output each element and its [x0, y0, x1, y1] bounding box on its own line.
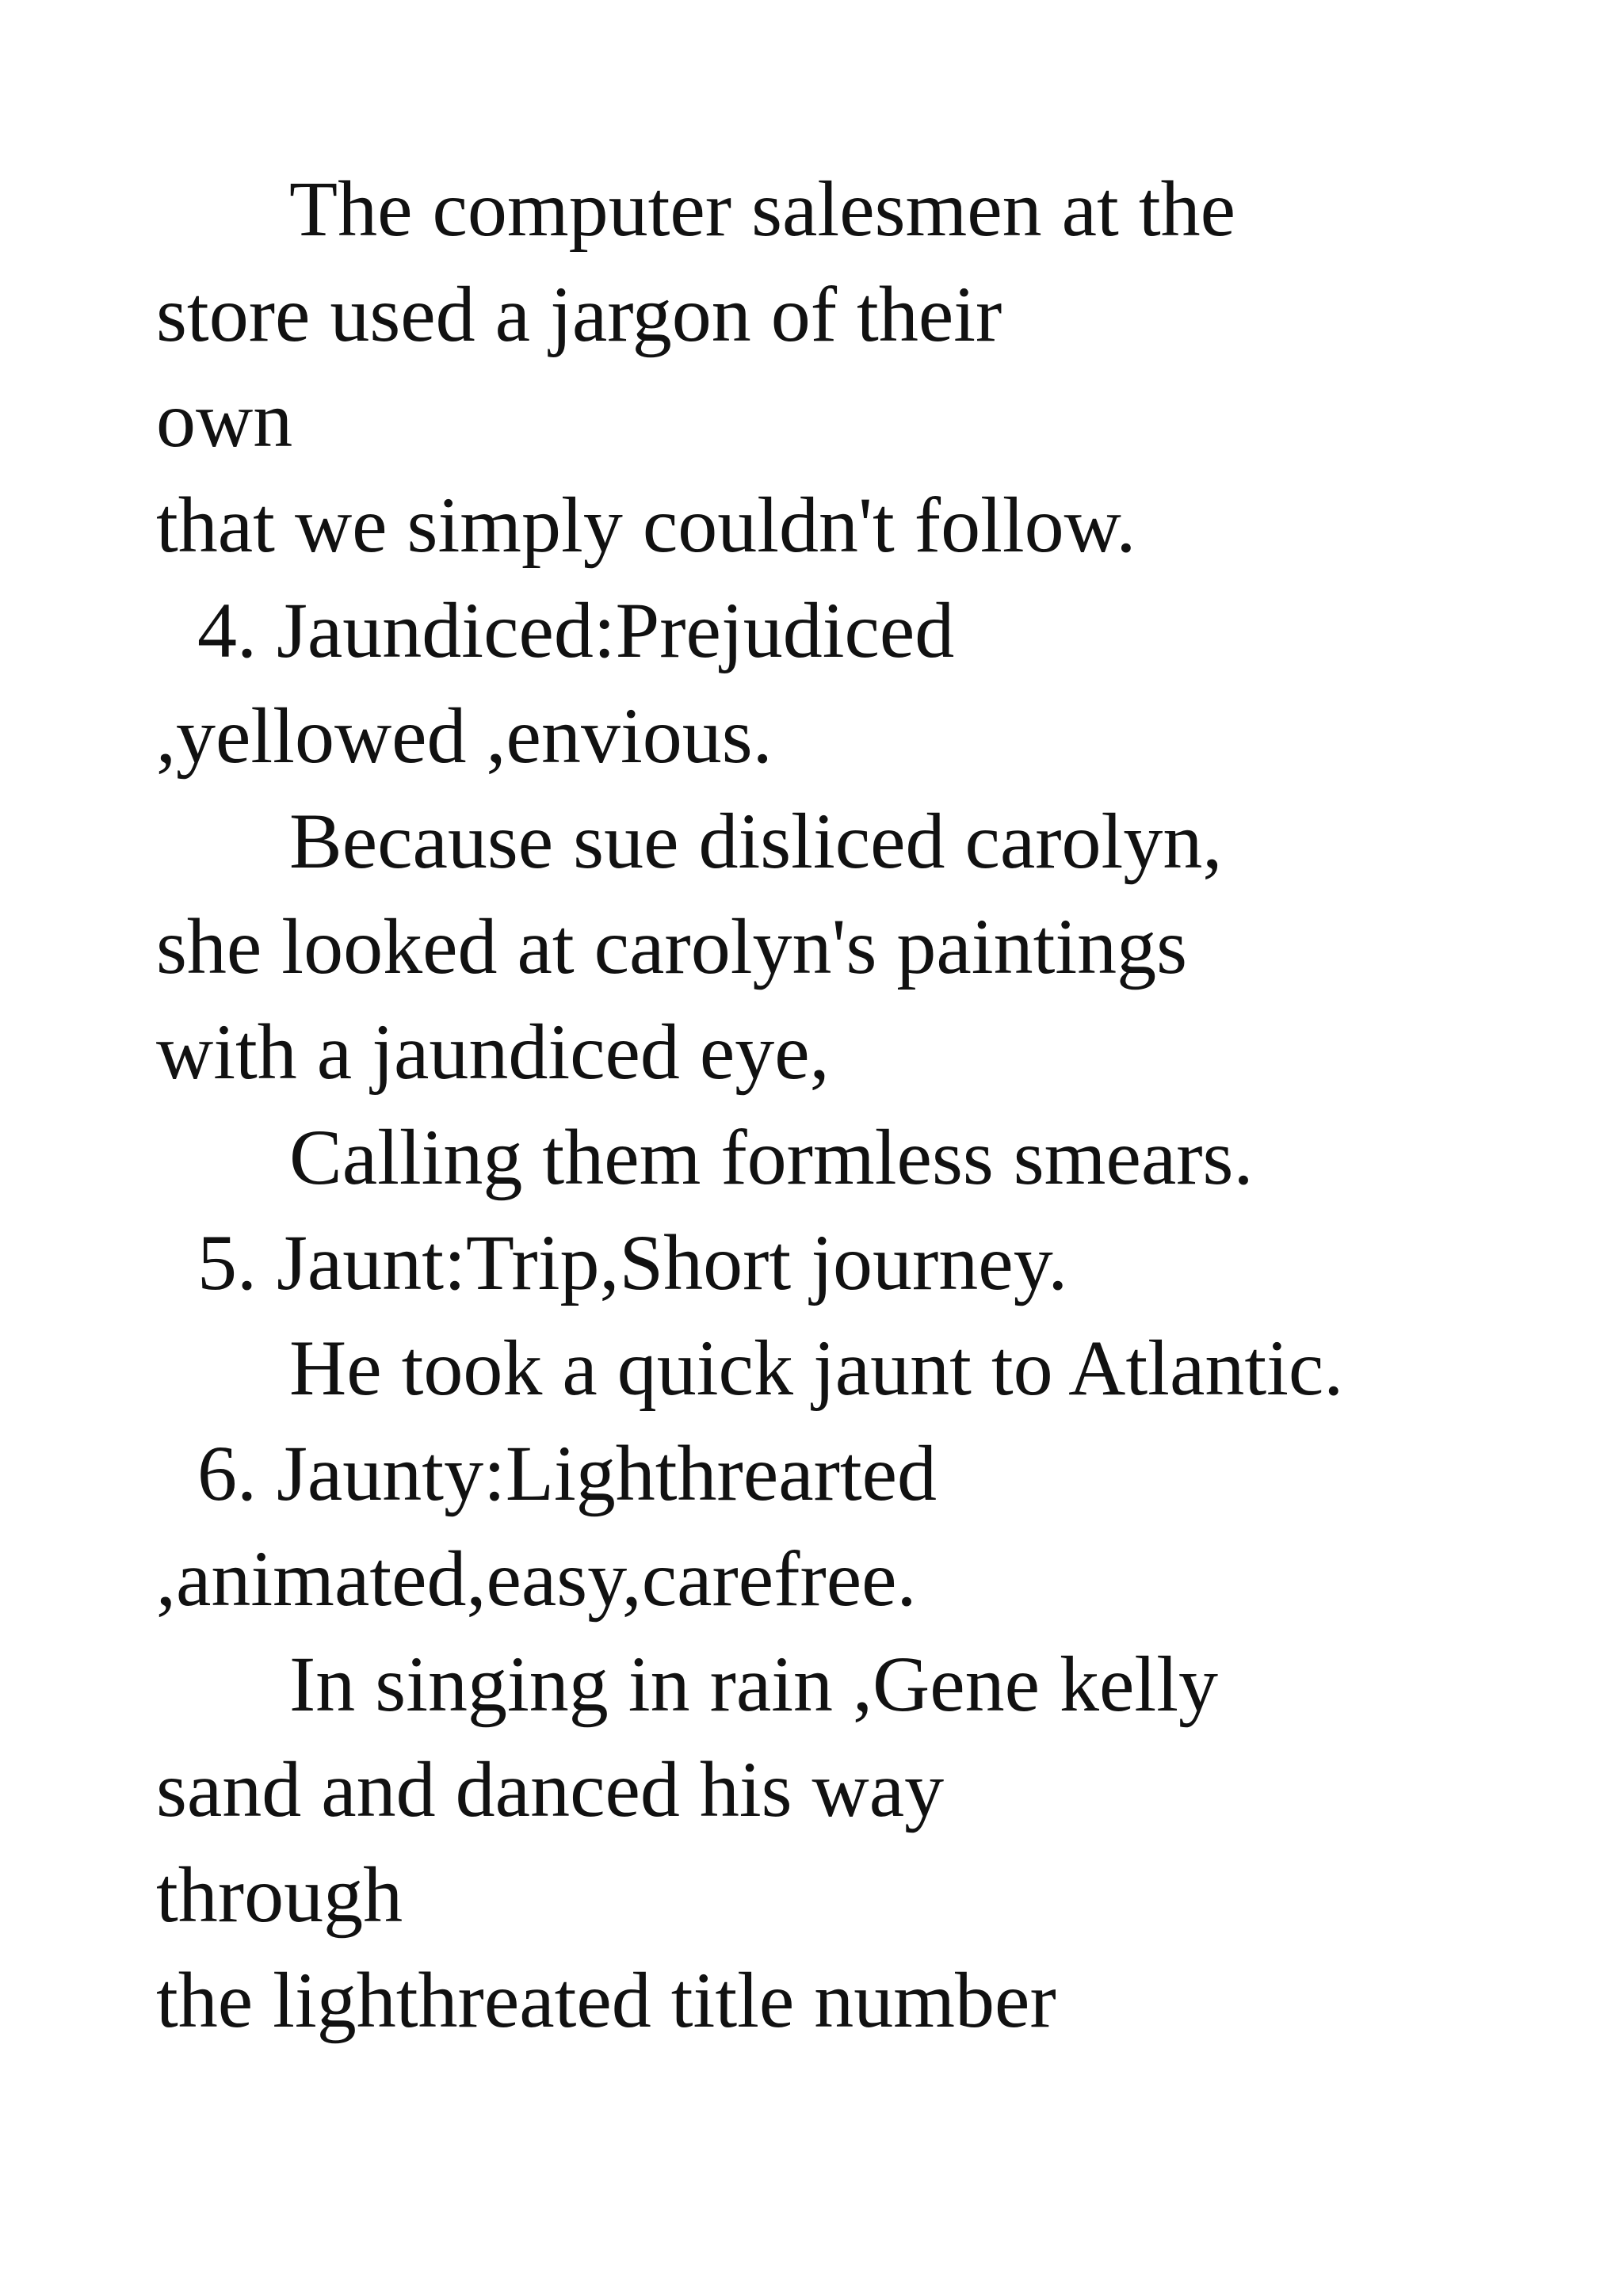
- text-line: the lighthreated title number: [156, 1956, 1056, 2044]
- text-line: sand and danced his way: [156, 1745, 945, 1833]
- text-line: she looked at carolyn's paintings: [156, 902, 1188, 990]
- text-line: own: [156, 376, 293, 463]
- text-line: ,animated,easy,carefree.: [156, 1535, 917, 1623]
- list-item-6: 6. Jaunty:Lighthrearted: [197, 1429, 938, 1517]
- text-line: store used a jargon of their: [156, 270, 1002, 358]
- text-line: Because sue disliced carolyn,: [289, 797, 1223, 885]
- text-line: He took a quick jaunt to Atlantic.: [289, 1324, 1344, 1412]
- text-line: ,yellowed ,envious.: [156, 692, 773, 780]
- list-item-5: 5. Jaunt:Trip,Short journey.: [197, 1219, 1068, 1306]
- text-line: with a jaundiced eye,: [156, 1008, 830, 1096]
- text-line: The computer salesmen at the: [289, 165, 1235, 253]
- list-item-4: 4. Jaundiced:Prejudiced: [197, 586, 955, 674]
- handwritten-notes-text: [156, 156, 1583, 2053]
- text-line: In singing in rain ,Gene kelly: [289, 1640, 1218, 1728]
- text-line: Calling them formless smears.: [289, 1113, 1254, 1201]
- text-line: that we simply couldn't follow.: [156, 481, 1136, 569]
- text-line: through: [156, 1851, 403, 1939]
